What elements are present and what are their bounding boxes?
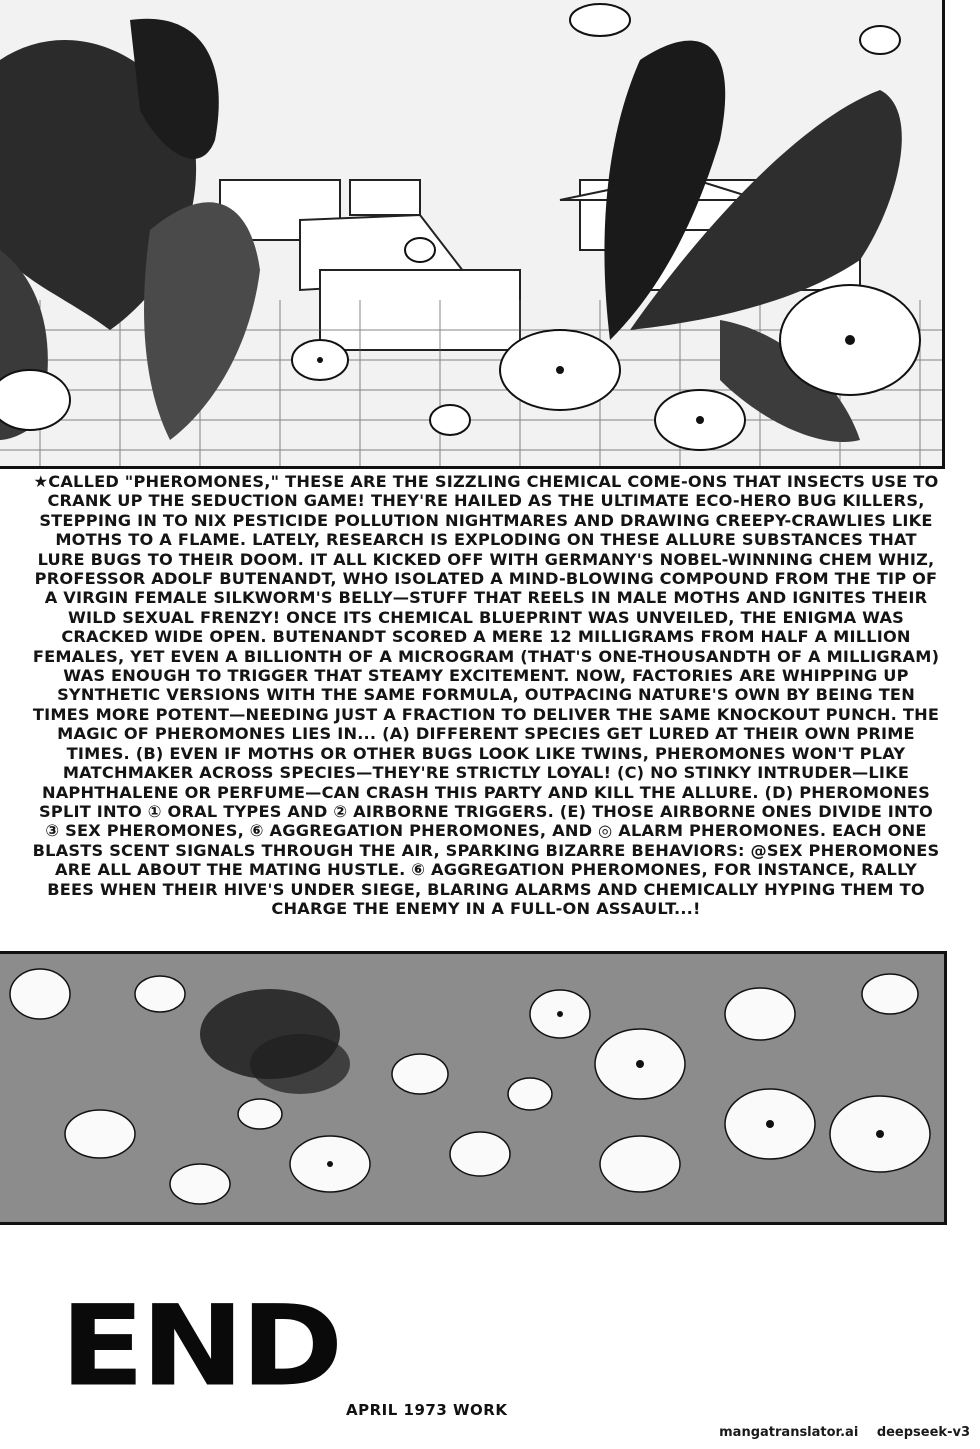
work-date: APRIL 1973 WORK	[346, 1401, 508, 1419]
watermark-site: mangatranslator.ai	[719, 1425, 859, 1440]
bottom-illustration-panel	[0, 951, 947, 1225]
pheromone-caption: ★CALLED "PHEROMONES," THESE ARE THE SIZZLING CHEMICAL COME-ONS THAT INSECTS USE TO CRANK UP THE SEDUCTION GAME! THEY'RE HAILED AS THE ULTIMATE ECO-HERO BUG KILLERS, STEPPING IN TO NIX PESTICIDE POLLUTION NIGHTMARES AND DRAWING CREEPY-CRAWLIES LIKE MOTHS TO A FLAME. LATELY, RESEARCH IS EXPLODING ON THESE ALLURE SUBSTANCES THAT LURE BUGS TO THEIR DOOM. IT ALL KICKED OFF WITH GERMANY'S NOBEL-WINNING CHEM WHIZ, PROFESSOR ADOLF BUTENANDT, WHO ISOLATED A MIND-BLOWING COMPOUND FROM THE TIP OF A VIRGIN FEMALE SILKWORM'S BELLY—STUFF THAT REELS IN MALE MOTHS AND IGNITES THEIR WILD SEXUAL FRENZY! ONCE ITS CHEMICAL BLUEPRINT WAS UNVEILED, THE ENIGMA WAS CRACKED WIDE OPEN. BUTENANDT SCORED A MERE 12 MILLIGRAMS FROM HALF A MILLION FEMALES, YET EVEN A BILLIONTH OF A MICROGRAM (THAT'S ONE-THOUSANDTH OF A MILLIGRAM) WAS ENOUGH TO TRIGGER THAT STEAMY EXCITEMENT. NOW, FACTORIES ARE WHIPPING UP SYNTHETIC VERSIONS WITH THE SAME FORMULA, OUTPACING NATURE'S OWN BY BEING TEN TIMES MORE POTENT—NEEDING JUST A FRACTION TO DELIVER THE SAME KNOCKOUT PUNCH. THE MAGIC OF PHEROMONES LIES IN... (A) DIFFERENT SPECIES GET LURED AT THEIR OWN PRIME TIMES. (B) EVEN IF MOTHS OR OTHER BUGS LOOK LIKE TWINS, PHEROMONES WON'T PLAY MATCHMAKER ACROSS SPECIES—THEY'RE STRICTLY LOYAL! (C) NO STINKY INTRUDER—LIKE NAPHTHALENE OR PERFUME—CAN CRASH THIS PARTY AND KILL THE ALLURE. (D) PHEROMONES SPLIT INTO ① ORAL TYPES AND ② AIRBORNE TRIGGERS. (E) THOSE AIRBORNE ONES DIVIDE INTO ③ SEX PHEROMONES, ⑥ AGGREGATION PHEROMONES, AND ◎ ALARM PHEROMONES. EACH ONE BLASTS SCENT SIGNALS THROUGH THE AIR, SPARKING BIZARRE BEHAVIORS: @SEX PHEROMONES ARE ALL ABOUT THE MATING HUSTLE. ⑥ AGGREGATION PHEROMONES, FOR INSTANCE, RALLY BEES WHEN THEIR HIVE'S UNDER SIEGE, BLARING ALARMS AND CHEMICALLY HYPING THEM TO CHARGE THE ENEMY IN A FULL-ON ASSAULT...!	[32, 472, 940, 918]
top-illustration-panel	[0, 0, 945, 469]
butterfly-swarm-illustration	[0, 954, 944, 1222]
end-title: END	[60, 1281, 340, 1412]
watermark	[705, 1425, 970, 1440]
butterflies-over-town-illustration	[0, 0, 942, 466]
watermark-model: deepseek-v3	[876, 1425, 970, 1440]
